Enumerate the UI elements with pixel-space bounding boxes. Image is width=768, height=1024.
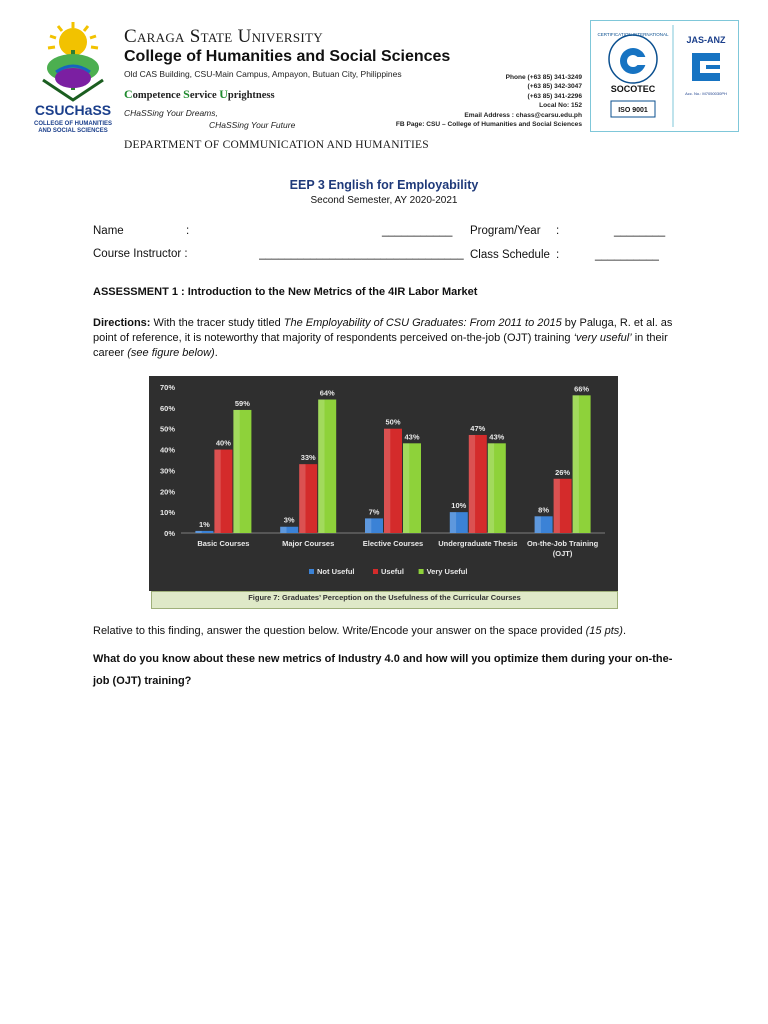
svg-text:JAS-ANZ: JAS-ANZ [686, 35, 726, 45]
data-label: 50% [385, 417, 401, 427]
data-label: 1% [198, 519, 210, 529]
legend-label: Not Useful [317, 567, 355, 576]
y-tick-label: 70% [159, 383, 175, 392]
bar-highlight [450, 512, 456, 533]
data-label: 8% [538, 505, 550, 515]
directions: Directions: With the tracer study titled The Employability of CSU Graduates: From 2011 to 2015 by Paluga, R. et al. as point of reference, it is noteworthy that majority of respondents perceived on-the-job (OJT) training ‘very useful’ in their career (see figure below). [93, 317, 673, 359]
motto: Competence Service Uprightness [124, 87, 275, 101]
bar-highlight [488, 443, 494, 533]
contact-line: Email Address : chass@carsu.edu.ph [464, 111, 582, 119]
tagline-1: CHaSSing Your Dreams, [124, 108, 218, 118]
schedule-label: Class Schedule [470, 249, 550, 261]
data-label: 26% [555, 467, 571, 477]
name-colon: : [186, 225, 190, 237]
instructor-label: Course Instructor : [93, 248, 188, 260]
contact-line: (+63 85) 342-3047 [527, 83, 582, 91]
instruction-text: Relative to this finding, answer the question below. Write/Encode your answer on the space provided (15 pts). [93, 625, 626, 637]
name-label: Name [93, 225, 124, 237]
y-tick-label: 0% [164, 529, 175, 538]
name-field[interactable]: ___________ [382, 225, 453, 237]
contact-line: Phone (+63 85) 341-3249 [505, 74, 582, 81]
data-label: 40% [215, 438, 231, 448]
program-label: Program/Year [470, 225, 541, 237]
data-label: 3% [283, 515, 295, 525]
data-label: 47% [470, 423, 486, 433]
legend-swatch [309, 569, 314, 574]
instructor-field[interactable]: ________________________________ [259, 248, 464, 260]
y-tick-label: 60% [159, 403, 175, 413]
bar-highlight [214, 450, 220, 533]
svg-text:CSUCHaSS: CSUCHaSS [34, 102, 112, 118]
bar-highlight [233, 410, 239, 533]
bar-highlight [299, 464, 305, 533]
semester: Second Semester, AY 2020-2021 [310, 195, 458, 206]
legend-label: Very Useful [426, 567, 468, 576]
bar-highlight [384, 429, 390, 533]
svg-text:AND SOCIAL SCIENCES: AND SOCIAL SCIENCES [38, 128, 108, 134]
data-label: 7% [368, 507, 380, 517]
svg-text:CERTIFICATION INTERNATIONAL: CERTIFICATION INTERNATIONAL [597, 32, 669, 37]
category-label: On-the-Job Training [526, 539, 599, 548]
bar-highlight [365, 518, 371, 533]
department-name: DEPARTMENT OF COMMUNICATION AND HUMANITIES [124, 139, 429, 151]
svg-text:Acc. No.: M7050030PH: Acc. No.: M7050030PH [685, 91, 727, 96]
bar-highlight [554, 479, 560, 533]
university-name: Caraga State University [124, 26, 323, 47]
data-label: 33% [300, 453, 316, 463]
contact-info [464, 73, 582, 120]
bar-highlight [318, 400, 324, 533]
category-label: Major Courses [282, 539, 335, 548]
data-label: 43% [404, 432, 420, 442]
program-colon: : [556, 225, 560, 237]
bar-highlight [280, 527, 286, 533]
svg-text:SOCOTEC: SOCOTEC [610, 84, 656, 94]
y-tick-label: 40% [159, 445, 175, 455]
data-label: 10% [451, 501, 467, 511]
y-tick-label: 50% [159, 424, 175, 434]
bar-highlight [573, 395, 579, 533]
jas-anz-icon [692, 53, 720, 81]
usefulness-bar-chart [149, 376, 618, 591]
data-label: 66% [574, 384, 590, 394]
category-label: Elective Courses [362, 539, 424, 548]
figure-caption: Figure 7: Graduates’ Perception on the Usefulness of the Curricular Courses [248, 593, 521, 602]
category-label: (OJT) [552, 549, 573, 558]
program-field[interactable]: ________ [614, 225, 666, 237]
fb-page: FB Page: CSU – College of Humanities and Social Sciences [395, 121, 582, 128]
legend-swatch [373, 569, 378, 574]
college-name: College of Humanities and Social Sciences [124, 48, 451, 65]
category-label: Undergraduate Thesis [438, 539, 518, 548]
bar-highlight [403, 443, 409, 533]
question-text: What do you know about these new metrics of Industry 4.0 and how will you optimize them during your on-the-job (OJT) training? [93, 653, 673, 687]
y-tick-label: 30% [159, 466, 175, 476]
contact-line: Local No: 152 [539, 102, 582, 110]
bar-highlight [195, 531, 201, 533]
tagline-2: CHaSSing Your Future [209, 120, 296, 130]
category-label: Basic Courses [197, 539, 250, 548]
chass-logo [28, 20, 118, 138]
legend-label: Useful [381, 567, 404, 576]
data-label: 59% [234, 398, 250, 408]
bar-highlight [469, 435, 475, 533]
assessment-heading: ASSESSMENT 1 : Introduction to the New Metrics of the 4IR Labor Market [93, 286, 478, 298]
data-label: 43% [489, 432, 505, 442]
schedule-colon: : [556, 249, 560, 261]
course-title: EEP 3 English for Employability [289, 178, 479, 192]
y-tick-label: 20% [159, 487, 175, 497]
data-label: 64% [319, 388, 335, 398]
certification-badges [590, 20, 739, 132]
legend-swatch [419, 569, 424, 574]
bar-highlight [535, 516, 541, 533]
contact-line: (+63 85) 341-2296 [527, 92, 582, 100]
tree-icon [47, 50, 99, 90]
svg-text:ISO 9001: ISO 9001 [618, 107, 648, 114]
svg-text:COLLEGE OF HUMANITIES: COLLEGE OF HUMANITIES [34, 121, 112, 127]
address: Old CAS Building, CSU-Main Campus, Ampayon, Butuan City, Philippines [124, 69, 402, 79]
y-tick-label: 10% [159, 508, 175, 518]
schedule-field[interactable]: __________ [595, 249, 659, 261]
